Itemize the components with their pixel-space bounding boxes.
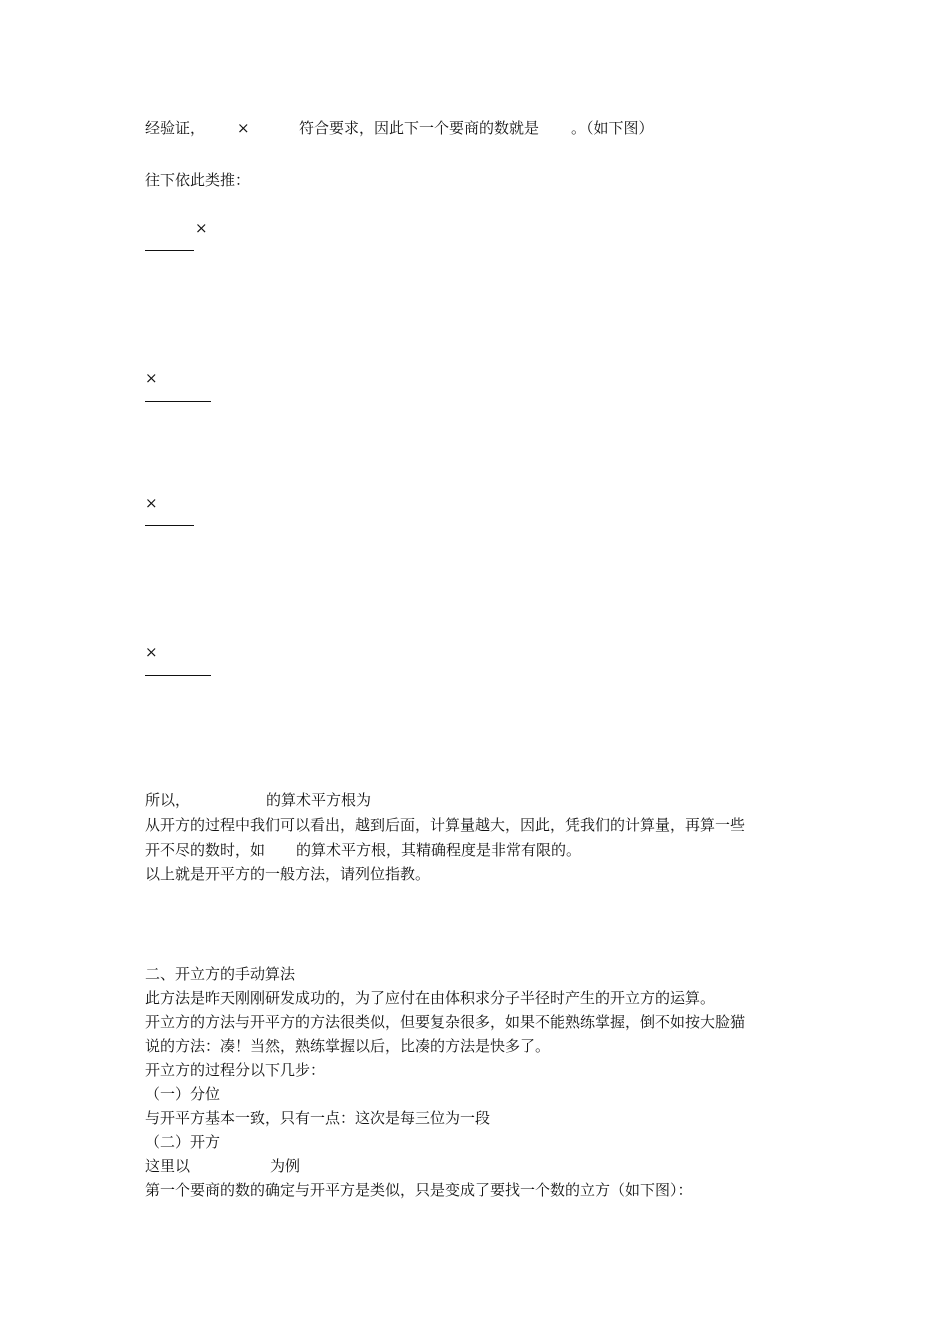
continue-label: 往下依此类推： [145,171,251,189]
paragraph-line: 开立方的方法与开平方的方法很类似，但要复杂很多，如果不能熟练掌握，倒不如按大脸猫 [145,1013,746,1031]
paragraph-line: 第一个要商的数的确定与开平方是类似，只是变成了要找一个数的立方（如下图）： [145,1181,693,1199]
so-prefix: 所以， [145,791,191,809]
paragraph-line: 以上就是开平方的一般方法，请列位指教。 [145,865,431,883]
section-heading: 二、开立方的手动算法 [145,965,296,983]
paragraph-line: 开不尽的数时，如 [145,841,266,859]
so-suffix: 的算术平方根为 [266,791,372,809]
step-rule [145,675,211,676]
paragraph-line: 开立方的过程分以下几步： [145,1061,326,1079]
example-prefix: 这里以 [145,1157,191,1175]
step-rule [145,401,211,402]
example-suffix: 为例 [270,1157,301,1175]
paragraph-line: 说的方法：凑！当然，熟练掌握以后，比凑的方法是快多了。 [145,1037,551,1055]
step-times-sign: × [145,643,158,661]
paragraph-line: 从开方的过程中我们可以看出，越到后面，计算量越大，因此，凭我们的计算量，再算一些 [145,816,746,834]
verified-tail: 。（如下图） [571,119,654,137]
verified-prefix: 经验证， [145,119,206,137]
step-times-sign: × [145,369,158,387]
times-sign: × [237,119,250,137]
step-title: （二）开方 [145,1133,221,1151]
step-rule [145,525,194,526]
paragraph-line: 此方法是昨天刚刚研发成功的，为了应付在由体积求分子半径时产生的开立方的运算。 [145,989,716,1007]
verified-suffix: 符合要求，因此下一个要商的数就是 [299,119,540,137]
step-times-sign: × [195,219,208,237]
paragraph-line: 的算术平方根，其精确程度是非常有限的。 [296,841,582,859]
step-times-sign: × [145,494,158,512]
step-rule [145,250,194,251]
example-line [145,1154,810,1178]
step-title: （一）分位 [145,1085,221,1103]
paragraph-line: 与开平方基本一致，只有一点：这次是每三位为一段 [145,1109,491,1127]
section-cube-root [145,962,810,1202]
